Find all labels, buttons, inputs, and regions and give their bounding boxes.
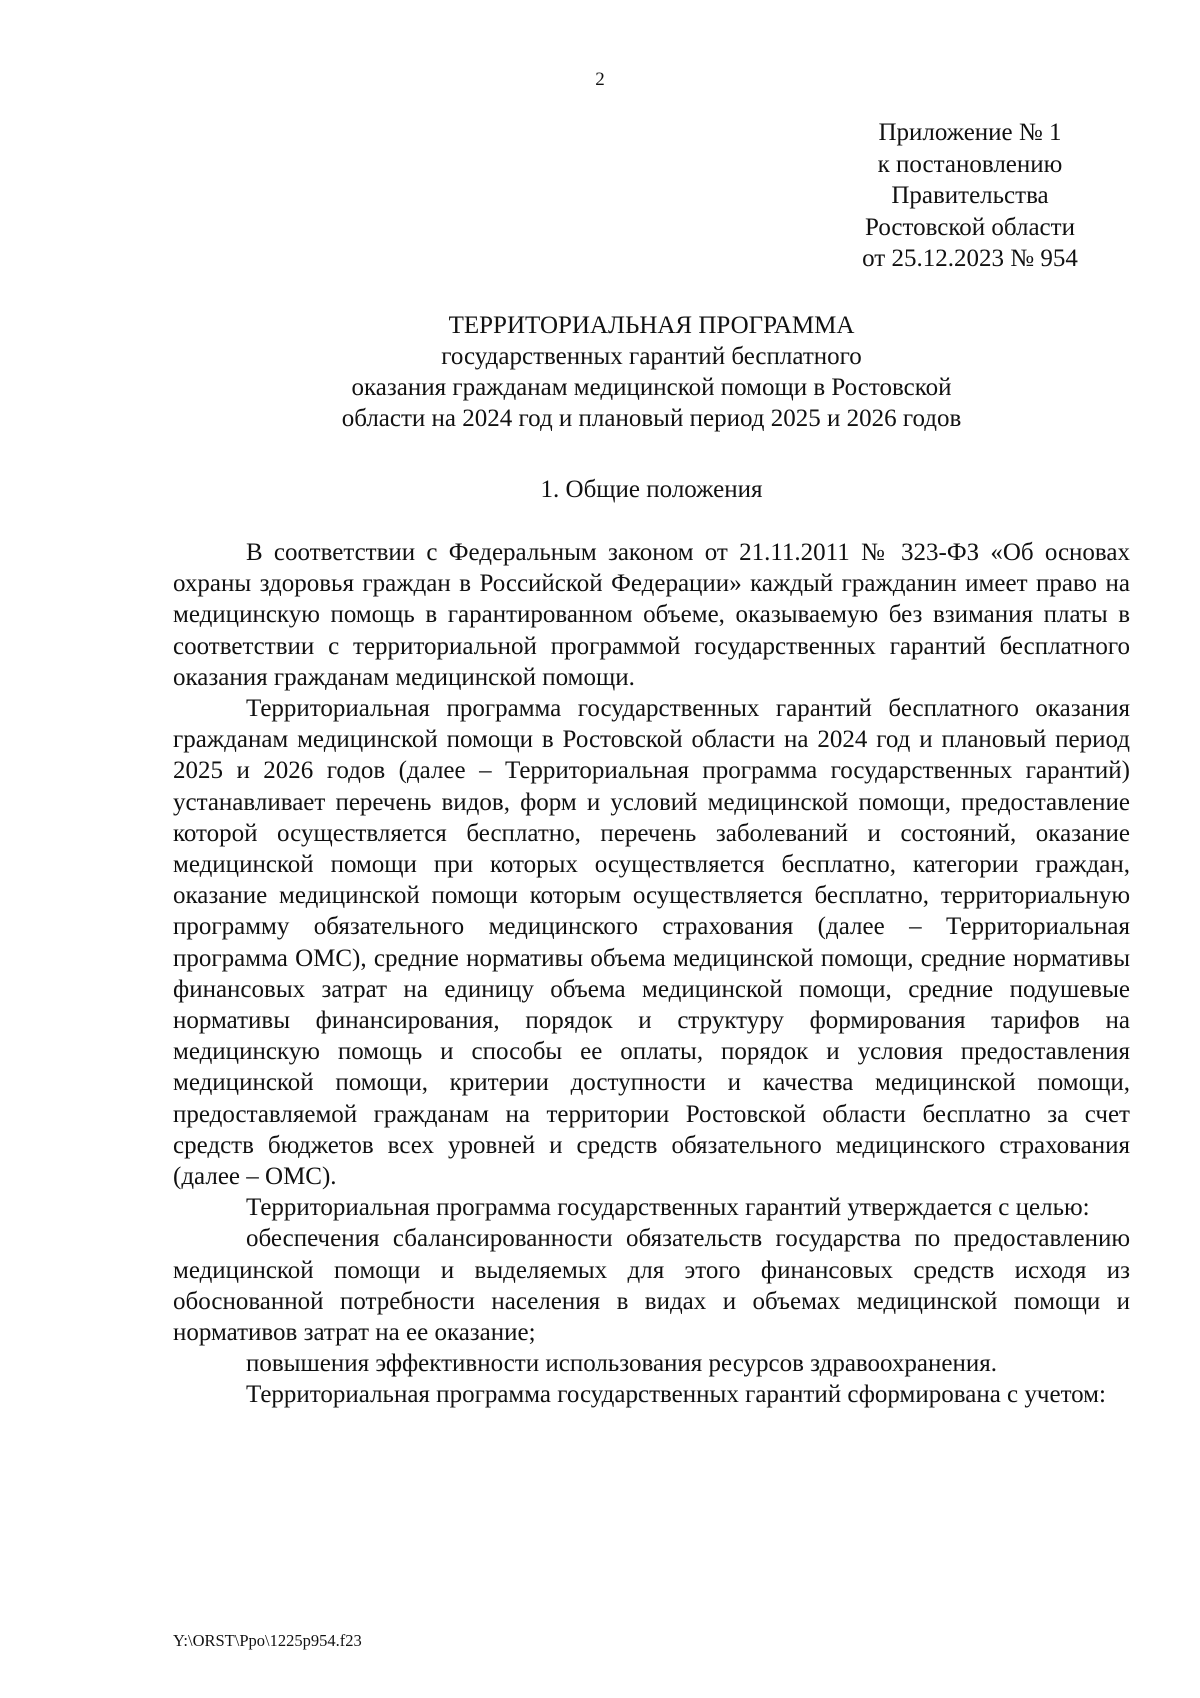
paragraph: Территориальная программа государственных гарантий бесплатного оказания гражданам медицинской помощи в Ростовской области на 2024 год и плановый период 2025 и 2026 годов (далее – Территориальная программа государственных гарантий) устанавливает перечень видов, форм и условий медицинской помощи, предоставление которой осуществляется бесплатно, перечень заболеваний и состояний, оказание медицинской помощи при которых осуществляется бесплатно, категории граждан, оказание медицинской помощи которым осуществляется бесплатно, территориальную программу обязательного медицинского страхования (далее – Территориальная программа ОМС), средние нормативы объема медицинской помощи, средние нормативы финансовых затрат на единицу объема медицинской помощи, средние подушевые нормативы финансирования, порядок и структуру формирования тарифов на медицинскую помощь и способы ее оплаты, порядок и условия предоставления медицинской помощи, критерии доступности и качества медицинской помощи, предоставляемой гражданам на территории Ростовской области бесплатно за счет средств бюджетов всех уровней и средств обязательного медицинского страхования (далее – ОМС). xyxy=(173,695,1130,1191)
paragraph: Территориальная программа государственных гарантий утверждается с целью: xyxy=(246,1194,1090,1222)
appendix-line: от 25.12.2023 № 954 xyxy=(862,245,1078,272)
document-body xyxy=(173,537,1130,1411)
title-line: области на 2024 год и плановый период 2025 и 2026 годов xyxy=(341,405,962,432)
paragraph: обеспечения сбалансированности обязательств государства по предоставлению медицинской помощи и выделяемых для этого финансовых средств исходя из обоснованной потребности населения в видах и объемах медицинской помощи и нормативов затрат на ее оказание; xyxy=(173,1225,1130,1347)
appendix-line: Приложение № 1 xyxy=(878,119,1062,146)
title-line: оказания гражданам медицинской помощи в Ростовской xyxy=(351,374,952,401)
file-path-footer: Y:\ORST\Ppo\1225p954.f23 xyxy=(173,1631,362,1650)
paragraph: повышения эффективности использования ресурсов здравоохранения. xyxy=(246,1350,998,1378)
paragraph: Территориальная программа государственных гарантий сформирована с учетом: xyxy=(246,1381,1106,1409)
title-line: государственных гарантий бесплатного xyxy=(441,343,862,370)
title-line: ТЕРРИТОРИАЛЬНАЯ ПРОГРАММА xyxy=(448,312,855,339)
appendix-line: Правительства xyxy=(891,182,1049,209)
appendix-reference xyxy=(840,117,1100,275)
paragraph: В соответствии с Федеральным законом от 21.11.2011 № 323-ФЗ «Об основах охраны здоровья граждан в Российской Федерации» каждый гражданин имеет право на медицинскую помощь в гарантированном объеме, оказываемую без взимания платы в соответствии с территориальной программой государственных гарантий бесплатного оказания гражданам медицинской помощи. xyxy=(173,539,1130,691)
appendix-line: к постановлению xyxy=(877,150,1063,178)
page-number: 2 xyxy=(595,69,605,90)
document-title xyxy=(173,310,1130,434)
section-heading: 1. Общие положения xyxy=(540,476,763,503)
appendix-line: Ростовской области xyxy=(865,213,1075,241)
